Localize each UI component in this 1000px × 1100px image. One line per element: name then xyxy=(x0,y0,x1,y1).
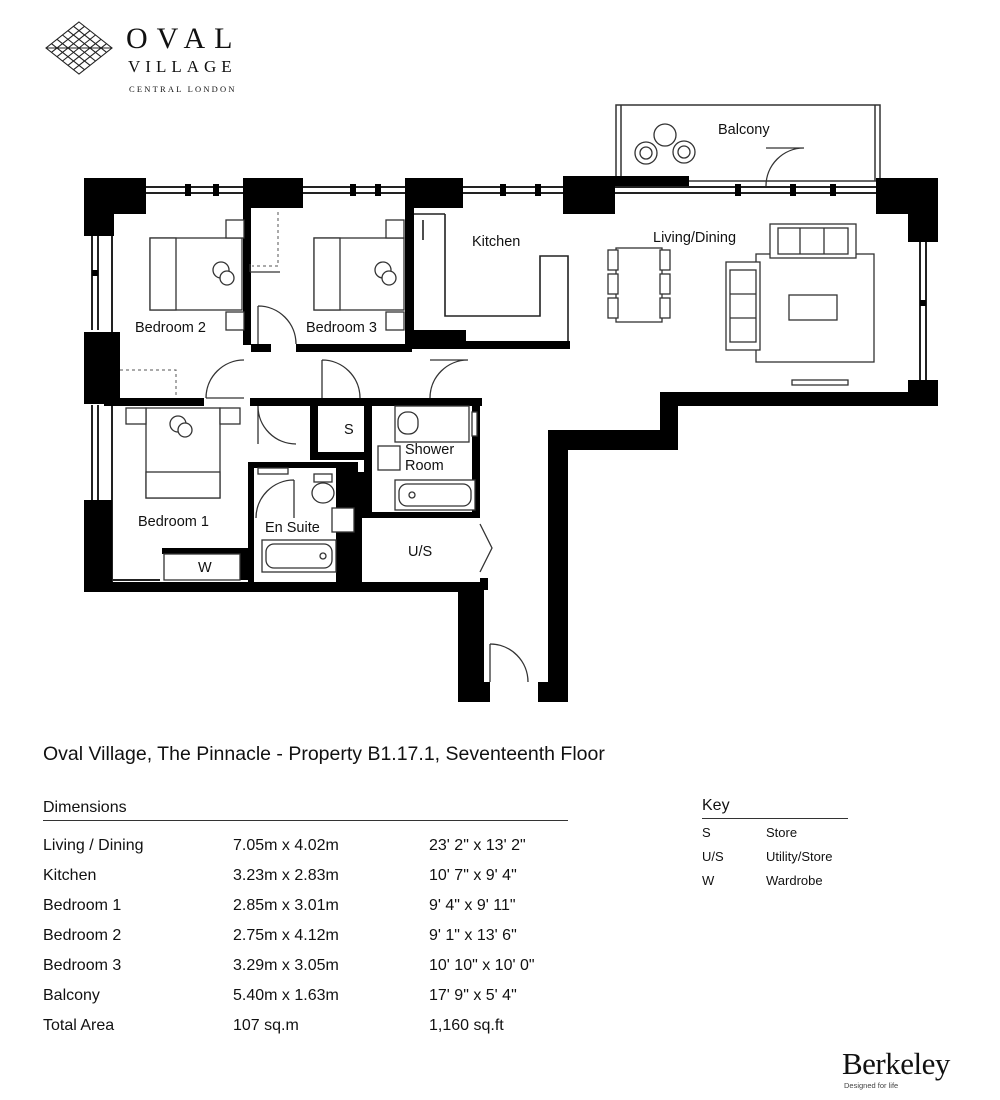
room-imperial: 10' 7" x 9' 4" xyxy=(429,867,517,884)
label-bedroom-2: Bedroom 2 xyxy=(135,320,206,336)
label-bedroom-1: Bedroom 1 xyxy=(138,514,209,530)
room-metric: 5.40m x 1.63m xyxy=(233,987,339,1004)
key-code: W xyxy=(702,873,715,888)
room-metric: 3.29m x 3.05m xyxy=(233,957,339,974)
label-shower-room-2: Room xyxy=(405,458,444,474)
table-row xyxy=(43,891,568,921)
room-name: Bedroom 1 xyxy=(43,897,122,914)
room-imperial: 23' 2" x 13' 2" xyxy=(429,837,526,854)
table-row xyxy=(43,981,568,1011)
berkeley-logo-name: Berkeley xyxy=(842,1046,950,1081)
key-code: U/S xyxy=(702,849,724,864)
brand-name-line2: VILLAGE xyxy=(128,57,237,76)
table-row xyxy=(43,1011,568,1041)
room-name: Balcony xyxy=(43,987,100,1004)
room-name: Kitchen xyxy=(43,867,97,884)
label-shower-room-1: Shower xyxy=(405,442,455,458)
room-imperial: 1,160 sq.ft xyxy=(429,1017,504,1034)
list-item xyxy=(702,869,848,893)
room-metric: 2.75m x 4.12m xyxy=(233,927,339,944)
room-imperial: 9' 1" x 13' 6" xyxy=(429,927,517,944)
label-wardrobe: W xyxy=(198,560,212,576)
label-store: S xyxy=(344,422,354,438)
table-row xyxy=(43,831,568,861)
room-imperial: 10' 10" x 10' 0" xyxy=(429,957,535,974)
key-meaning: Wardrobe xyxy=(766,873,823,888)
living-furniture xyxy=(726,224,874,385)
table-row xyxy=(43,921,568,951)
room-metric: 2.85m x 3.01m xyxy=(233,897,339,914)
balcony-furniture xyxy=(635,124,695,164)
berkeley-logo-tagline: Designed for life xyxy=(844,1081,899,1090)
doors xyxy=(206,148,804,682)
key-heading: Key xyxy=(702,796,848,819)
room-metric: 7.05m x 4.02m xyxy=(233,837,339,854)
dimensions-heading: Dimensions xyxy=(43,798,568,821)
room-name: Living / Dining xyxy=(43,837,144,854)
property-title: Oval Village, The Pinnacle - Property B1.17.1, Seventeenth Floor xyxy=(43,743,605,765)
room-name: Bedroom 3 xyxy=(43,957,122,974)
key-meaning: Store xyxy=(766,825,798,840)
label-balcony: Balcony xyxy=(718,122,770,138)
room-imperial: 17' 9" x 5' 4" xyxy=(429,987,517,1004)
room-name: Total Area xyxy=(43,1017,115,1034)
label-bedroom-3: Bedroom 3 xyxy=(306,320,377,336)
list-item xyxy=(702,821,848,845)
list-item xyxy=(702,845,848,869)
dimensions-table xyxy=(43,798,568,1041)
label-en-suite: En Suite xyxy=(265,520,320,536)
room-metric: 107 sq.m xyxy=(233,1017,299,1034)
table-row xyxy=(43,951,568,981)
dining-table xyxy=(608,248,670,322)
brand-name-line1: OVAL xyxy=(126,22,242,55)
room-imperial: 9' 4" x 9' 11" xyxy=(429,897,516,914)
table-row xyxy=(43,861,568,891)
label-utility-store: U/S xyxy=(408,544,433,560)
label-living-dining: Living/Dining xyxy=(653,230,737,246)
room-metric: 3.23m x 2.83m xyxy=(233,867,339,884)
room-name: Bedroom 2 xyxy=(43,927,122,944)
berkeley-logo xyxy=(842,1048,962,1092)
brand-name-line3: CENTRAL LONDON xyxy=(129,84,237,94)
balcony-outline xyxy=(616,105,880,181)
key-code: S xyxy=(702,825,711,840)
key-meaning: Utility/Store xyxy=(766,849,833,864)
key-legend xyxy=(702,796,848,893)
label-kitchen: Kitchen xyxy=(472,234,521,250)
